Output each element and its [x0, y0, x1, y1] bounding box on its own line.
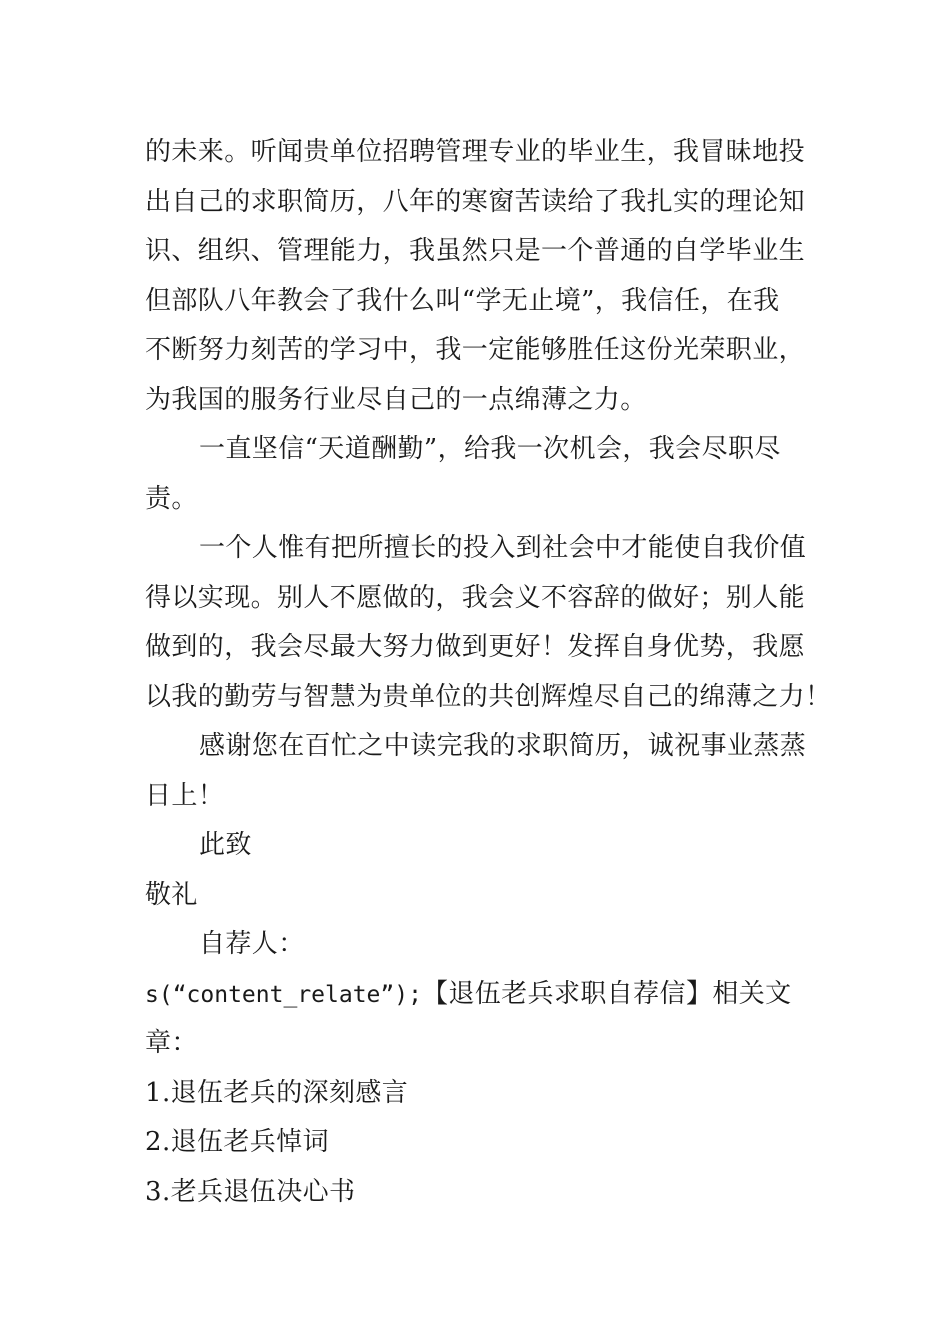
paragraph-4-line-2: 日上！: [145, 780, 225, 811]
paragraph-2-line-2: 责。: [145, 483, 198, 514]
paragraph-1-line-6: 为我国的服务行业尽自己的一点绵薄之力。: [145, 384, 647, 415]
paragraph-1-line-1: 的未来。听闻贵单位招聘管理专业的毕业生，我冒昧地投: [145, 137, 806, 167]
salute-text: 敬礼: [145, 879, 198, 910]
paragraph-4-line-1: 感谢您在百忙之中读完我的求职简历，诚祝事业蒸蒸: [199, 731, 807, 761]
related-heading-text: 【退伍老兵求职自荐信】相关文: [421, 978, 792, 1009]
paragraph-3-line-3: 做到的，我会尽最大努力做到更好！发挥自身优势，我愿: [145, 632, 806, 662]
paragraph-3-line-4: 以我的勤劳与智慧为贵单位的共创辉煌尽自己的绵薄之力！: [145, 681, 832, 712]
letter-body: [145, 128, 832, 1217]
related-articles-heading: [145, 970, 810, 1020]
paragraph-3-line-2: 得以实现。别人不愿做的，我会义不容辞的做好；别人能: [145, 582, 806, 613]
paragraph-1-line-4: 但部队八年教会了我什么叫“学无止境”，我信任，在我: [145, 285, 780, 316]
related-heading-continuation: 章：: [145, 1028, 198, 1058]
signature-label: 自荐人：: [199, 929, 305, 959]
paragraph-1-line-3: 识、组织、管理能力，我虽然只是一个普通的自学毕业生: [145, 236, 806, 266]
paragraph-3-line-1: 一个人惟有把所擅长的投入到社会中才能使自我价值: [199, 533, 807, 563]
related-article-link-1[interactable]: 1.退伍老兵的深刻感言: [145, 1077, 409, 1108]
related-article-link-3[interactable]: 3.老兵退伍决心书: [145, 1176, 356, 1207]
paragraph-1-line-2: 出自己的求职简历，八年的寒窗苦读给了我扎实的理论知: [145, 186, 806, 217]
script-prefix-text: s(“content_relate”);: [145, 981, 422, 1008]
related-article-link-2[interactable]: 2.退伍老兵悼词: [145, 1127, 330, 1157]
paragraph-2-line-1: 一直坚信“天道酬勤”，给我一次机会，我会尽职尽: [199, 434, 781, 464]
closing-text: 此致: [199, 830, 252, 860]
paragraph-1-line-5: 不断努力刻苦的学习中，我一定能够胜任这份光荣职业，: [145, 335, 806, 365]
